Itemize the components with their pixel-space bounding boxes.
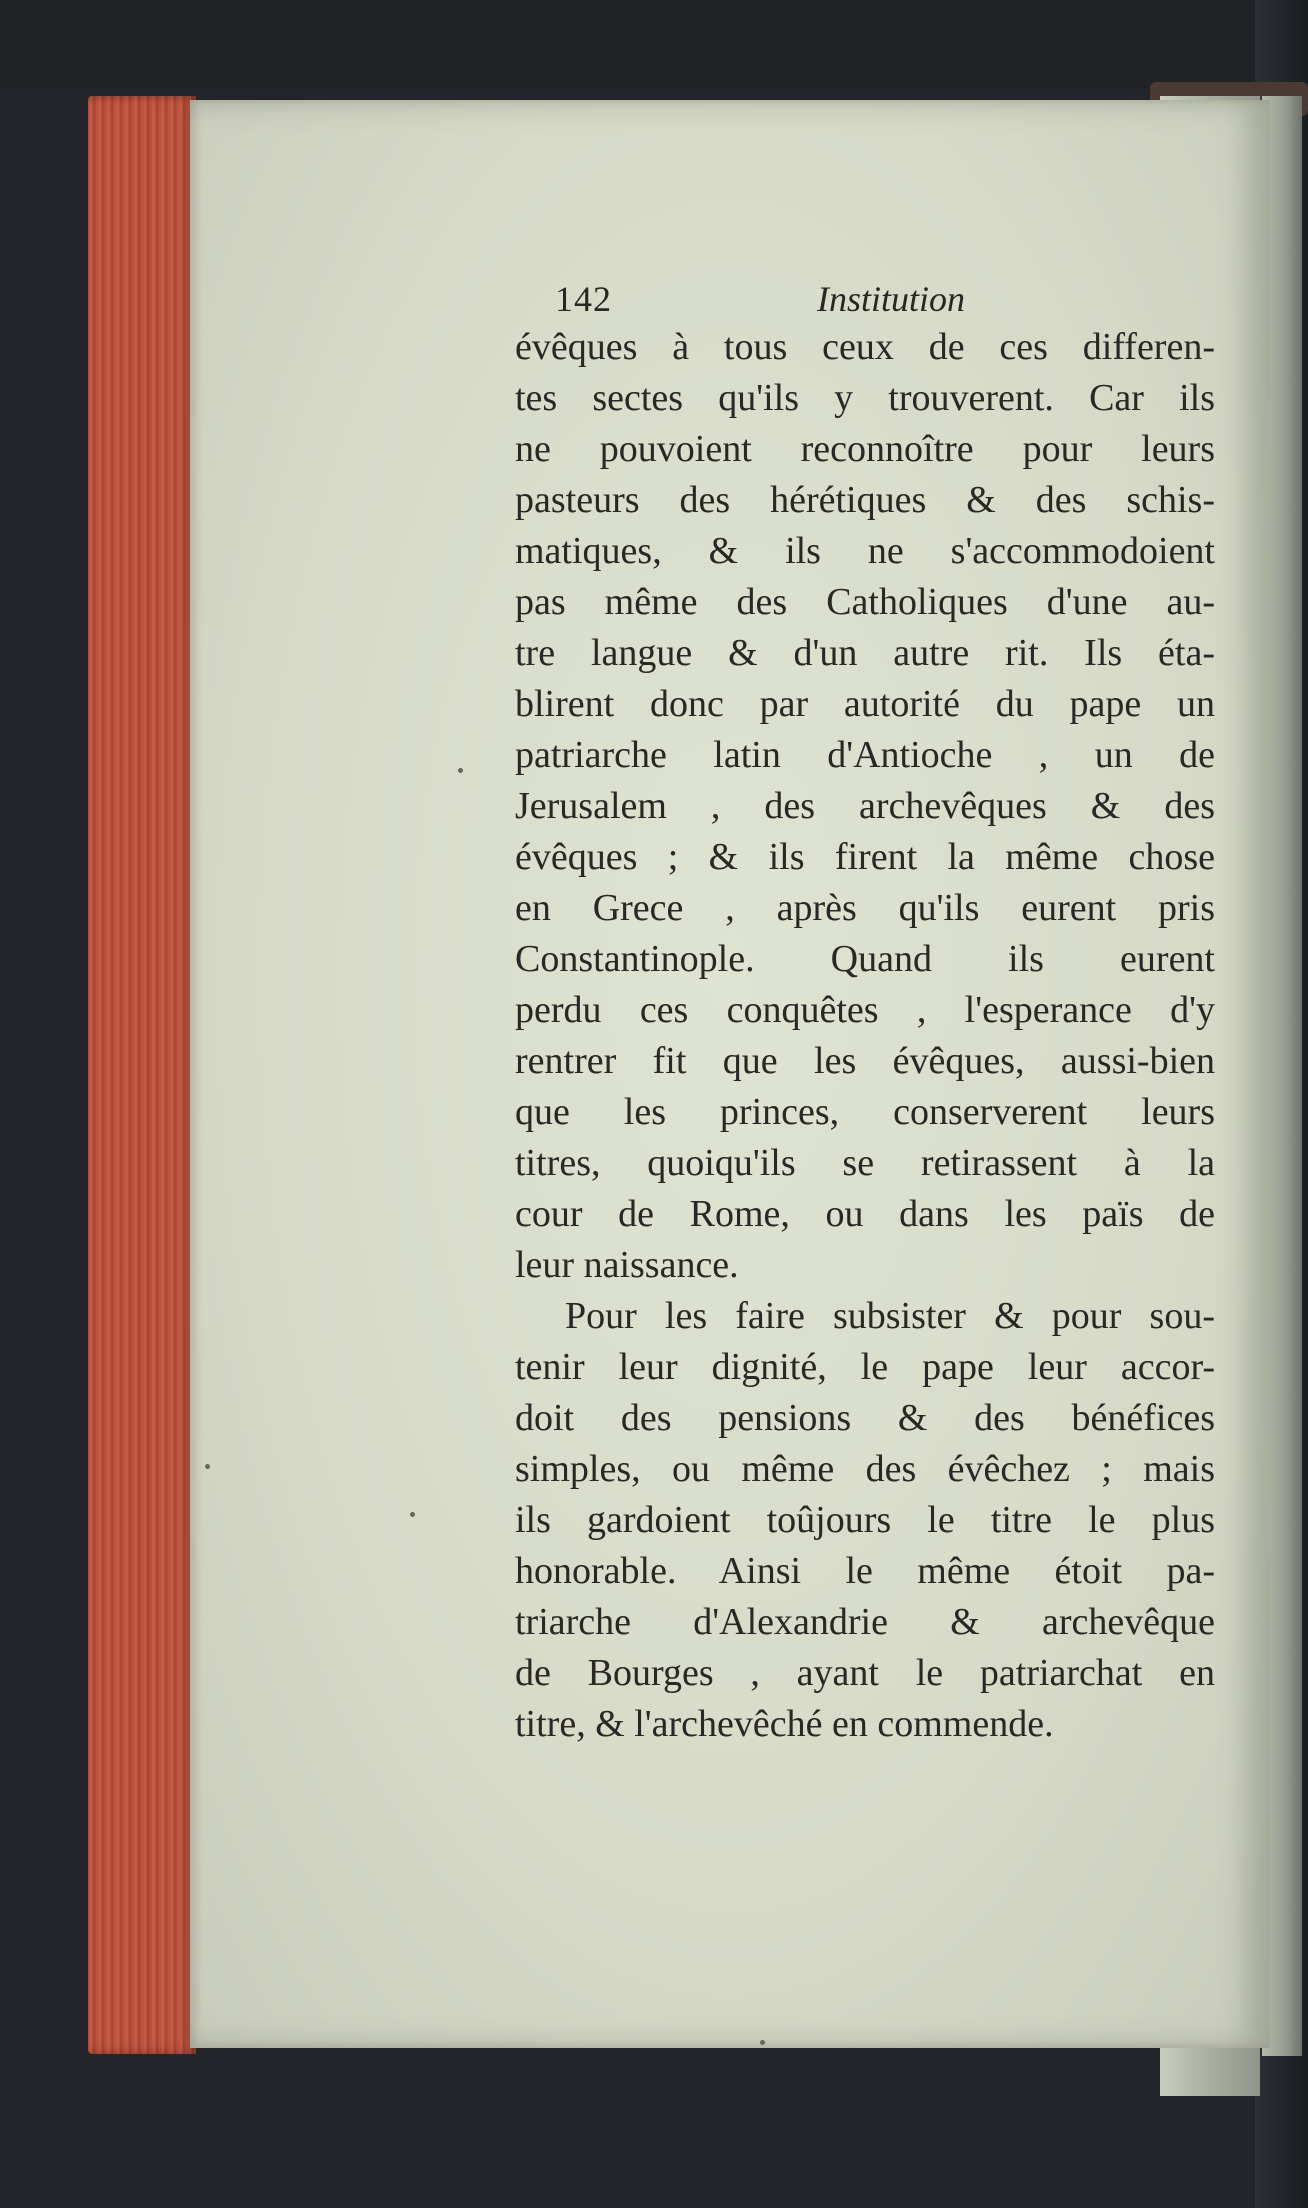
text-line: leur naissance.: [515, 1244, 739, 1286]
text-line: que les princes, conserverent leurs: [515, 1091, 1215, 1133]
text-line: titre, & l'archevêché en commende.: [515, 1703, 1054, 1745]
text-line: patriarche latin d'Antioche , un de: [515, 734, 1215, 776]
text-line: blirent donc par autorité du pape un: [515, 683, 1215, 725]
paper-speck: [205, 1464, 210, 1469]
paper-speck: [458, 768, 463, 773]
page-number: 142: [555, 279, 612, 319]
text-line: évêques ; & ils firent la même chose: [515, 836, 1215, 878]
text-line: doit des pensions & des bénéfices: [515, 1397, 1215, 1439]
paper-speck: [760, 2040, 765, 2045]
text-line: pasteurs des hérétiques & des schis-: [515, 479, 1215, 521]
text-line: rentrer fit que les évêques, aussi-bien: [515, 1040, 1215, 1082]
text-line: honorable. Ainsi le même étoit pa-: [515, 1550, 1215, 1592]
background-top: [0, 0, 1308, 88]
red-page-edges: [88, 96, 196, 2054]
text-line: ne pouvoient reconnoître pour leurs: [515, 428, 1215, 470]
running-title: Institution: [817, 279, 966, 319]
running-head: [555, 278, 1035, 326]
paper-speck: [410, 1512, 415, 1517]
text-line: de Bourges , ayant le patriarchat en: [515, 1652, 1215, 1694]
text-line: ils gardoient toûjours le titre le plus: [515, 1499, 1215, 1541]
text-line: tenir leur dignité, le pape leur accor-: [515, 1346, 1215, 1388]
text-line: perdu ces conquêtes , l'esperance d'y: [515, 989, 1215, 1031]
body-text: [515, 322, 1215, 1750]
text-line: Constantinople. Quand ils eurent: [515, 938, 1215, 980]
text-line: titres, quoiqu'ils se retirassent à la: [515, 1142, 1215, 1184]
text-line: tes sectes qu'ils y trouverent. Car ils: [515, 377, 1215, 419]
text-line: cour de Rome, ou dans les païs de: [515, 1193, 1215, 1235]
text-line: en Grece , après qu'ils eurent pris: [515, 887, 1215, 929]
text-line: simples, ou même des évêchez ; mais: [515, 1448, 1215, 1490]
text-line: pas même des Catholiques d'une au-: [515, 581, 1215, 623]
text-line: évêques à tous ceux de ces differen-: [515, 326, 1215, 368]
text-line: Pour les faire subsister & pour sou-: [565, 1295, 1215, 1337]
text-line: tre langue & d'un autre rit. Ils éta-: [515, 632, 1215, 674]
text-line: triarche d'Alexandrie & archevêque: [515, 1601, 1215, 1643]
text-line: Jerusalem , des archevêques & des: [515, 785, 1215, 827]
text-line: matiques, & ils ne s'accommodoient: [515, 530, 1215, 572]
